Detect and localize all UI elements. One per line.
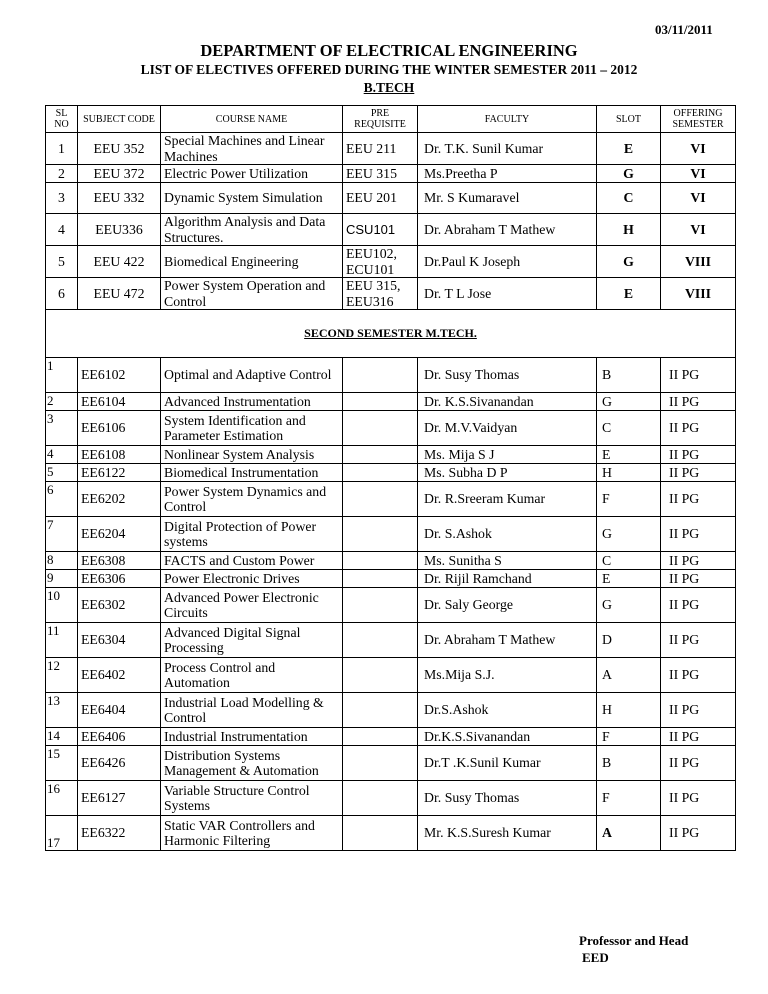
cell-code: EE6106 [78, 411, 161, 446]
cell-prereq [343, 482, 418, 517]
cell-slot: A [597, 658, 661, 693]
cell-prereq [343, 552, 418, 570]
table-row [46, 693, 736, 728]
cell-semester: VI [661, 214, 736, 246]
cell-prereq: EEU 201 [343, 183, 418, 214]
cell-code: EE6202 [78, 482, 161, 517]
cell-faculty: Dr. Susy Thomas [418, 781, 597, 816]
cell-sl: 7 [46, 517, 78, 552]
mtech-rows [46, 358, 736, 851]
cell-faculty: Dr. Abraham T Mathew [418, 214, 597, 246]
header-faculty: FACULTY [418, 106, 597, 133]
cell-semester: II PG [661, 411, 736, 446]
cell-prereq [343, 623, 418, 658]
cell-slot: C [597, 411, 661, 446]
cell-prereq: EEU 211 [343, 133, 418, 165]
cell-code: EEU 422 [78, 246, 161, 278]
cell-course: Biomedical Instrumentation [161, 464, 343, 482]
table-row [46, 482, 736, 517]
cell-sl: 1 [46, 133, 78, 165]
cell-code: EE6104 [78, 393, 161, 411]
cell-semester: VIII [661, 278, 736, 310]
header-sl: SL NO [46, 106, 78, 133]
cell-sl: 11 [46, 623, 78, 658]
cell-sl: 8 [46, 552, 78, 570]
cell-semester: II PG [661, 464, 736, 482]
cell-code: EE6308 [78, 552, 161, 570]
cell-faculty: Dr. Abraham T Mathew [418, 623, 597, 658]
header-course: COURSE NAME [161, 106, 343, 133]
cell-slot: C [597, 552, 661, 570]
cell-semester: VI [661, 133, 736, 165]
electives-table [45, 105, 736, 851]
table-row [46, 214, 736, 246]
cell-code: EEU336 [78, 214, 161, 246]
cell-slot: G [597, 517, 661, 552]
cell-course: Industrial Load Modelling & Control [161, 693, 343, 728]
cell-slot: H [597, 214, 661, 246]
cell-code: EE6406 [78, 728, 161, 746]
cell-faculty: Ms. Sunitha S [418, 552, 597, 570]
signature-dept: EED [582, 950, 609, 965]
table-row [46, 165, 736, 183]
btech-rows [46, 133, 736, 310]
table-row [46, 570, 736, 588]
header-semester: OFFERING SEMESTER [661, 106, 736, 133]
table-row [46, 746, 736, 781]
cell-prereq [343, 358, 418, 393]
cell-code: EEU 332 [78, 183, 161, 214]
cell-course: Electric Power Utilization [161, 165, 343, 183]
cell-sl: 5 [46, 246, 78, 278]
cell-sl: 12 [46, 658, 78, 693]
cell-course: Biomedical Engineering [161, 246, 343, 278]
cell-semester: II PG [661, 728, 736, 746]
cell-slot: G [597, 393, 661, 411]
cell-slot: D [597, 623, 661, 658]
cell-slot: B [597, 746, 661, 781]
cell-prereq [343, 393, 418, 411]
cell-code: EE6426 [78, 746, 161, 781]
cell-sl: 2 [46, 393, 78, 411]
table-row [46, 728, 736, 746]
table-row [46, 816, 736, 851]
cell-faculty: Ms.Mija S.J. [418, 658, 597, 693]
cell-code: EE6108 [78, 446, 161, 464]
cell-code: EE6302 [78, 588, 161, 623]
cell-prereq [343, 746, 418, 781]
department-title: DEPARTMENT OF ELECTRICAL ENGINEERING [200, 41, 578, 60]
cell-semester: VI [661, 165, 736, 183]
cell-faculty: Dr. Rijil Ramchand [418, 570, 597, 588]
cell-slot: E [597, 133, 661, 165]
cell-sl: 5 [46, 464, 78, 482]
cell-slot: B [597, 358, 661, 393]
cell-slot: E [597, 570, 661, 588]
table-row [46, 358, 736, 393]
cell-code: EE6306 [78, 570, 161, 588]
table-row [46, 133, 736, 165]
table-header-row [46, 106, 736, 133]
cell-prereq [343, 816, 418, 851]
cell-code: EE6404 [78, 693, 161, 728]
table-row [46, 658, 736, 693]
cell-faculty: Dr.S.Ashok [418, 693, 597, 728]
cell-semester: II PG [661, 746, 736, 781]
cell-slot: H [597, 693, 661, 728]
cell-course: Power System Dynamics and Control [161, 482, 343, 517]
cell-semester: II PG [661, 446, 736, 464]
table-row [46, 183, 736, 214]
cell-faculty: Dr. T L Jose [418, 278, 597, 310]
document-date: 03/11/2011 [655, 22, 713, 37]
cell-code: EE6402 [78, 658, 161, 693]
cell-course: Advanced Instrumentation [161, 393, 343, 411]
cell-code: EE6102 [78, 358, 161, 393]
cell-slot: F [597, 728, 661, 746]
document-subtitle: LIST OF ELECTIVES OFFERED DURING THE WINTER SEMESTER 2011 – 2012 [140, 62, 638, 77]
signature-title: Professor and Head [579, 933, 689, 948]
cell-slot: G [597, 588, 661, 623]
cell-course: Distribution Systems Management & Automation [161, 746, 343, 781]
cell-slot: H [597, 464, 661, 482]
header-prereq: PRE REQUISITE [343, 106, 418, 133]
cell-prereq [343, 781, 418, 816]
mtech-heading: SECOND SEMESTER M.TECH. [304, 325, 477, 340]
cell-prereq [343, 411, 418, 446]
cell-faculty: Ms. Mija S J [418, 446, 597, 464]
cell-sl: 13 [46, 693, 78, 728]
cell-faculty: Dr. Saly George [418, 588, 597, 623]
cell-prereq: EEU102, ECU101 [343, 246, 418, 278]
cell-sl: 1 [46, 358, 78, 393]
cell-slot: C [597, 183, 661, 214]
cell-sl: 14 [46, 728, 78, 746]
cell-prereq [343, 728, 418, 746]
cell-sl: 15 [46, 746, 78, 781]
cell-faculty: Dr. Susy Thomas [418, 358, 597, 393]
cell-faculty: Dr.T .K.Sunil Kumar [418, 746, 597, 781]
mtech-heading-row [46, 310, 736, 358]
cell-faculty: Dr.K.S.Sivanandan [418, 728, 597, 746]
cell-course: Variable Structure Control Systems [161, 781, 343, 816]
cell-sl: 3 [46, 183, 78, 214]
cell-sl: 3 [46, 411, 78, 446]
cell-semester: II PG [661, 816, 736, 851]
cell-prereq [343, 658, 418, 693]
table-row [46, 588, 736, 623]
cell-course: FACTS and Custom Power [161, 552, 343, 570]
cell-semester: II PG [661, 517, 736, 552]
cell-prereq [343, 464, 418, 482]
cell-code: EE6204 [78, 517, 161, 552]
cell-semester: II PG [661, 693, 736, 728]
cell-semester: II PG [661, 482, 736, 517]
cell-prereq [343, 517, 418, 552]
table-row [46, 278, 736, 310]
cell-sl: 4 [46, 446, 78, 464]
table-row [46, 464, 736, 482]
cell-semester: II PG [661, 623, 736, 658]
cell-slot: E [597, 278, 661, 310]
table-row [46, 623, 736, 658]
cell-sl: 17 [46, 816, 78, 851]
cell-semester: VI [661, 183, 736, 214]
cell-faculty: Mr. K.S.Suresh Kumar [418, 816, 597, 851]
cell-course: Digital Protection of Power systems [161, 517, 343, 552]
cell-course: Process Control and Automation [161, 658, 343, 693]
cell-prereq [343, 588, 418, 623]
cell-code: EE6127 [78, 781, 161, 816]
signature-block [579, 932, 688, 966]
cell-faculty: Dr.Paul K Joseph [418, 246, 597, 278]
cell-prereq: EEU 315 [343, 165, 418, 183]
cell-prereq [343, 693, 418, 728]
cell-faculty: Ms.Preetha P [418, 165, 597, 183]
cell-course: Static VAR Controllers and Harmonic Filtering [161, 816, 343, 851]
cell-code: EEU 352 [78, 133, 161, 165]
cell-semester: II PG [661, 588, 736, 623]
cell-faculty: Mr. S Kumaravel [418, 183, 597, 214]
table-row [46, 552, 736, 570]
cell-prereq [343, 570, 418, 588]
table-row [46, 411, 736, 446]
cell-faculty: Dr. K.S.Sivanandan [418, 393, 597, 411]
table-row [46, 517, 736, 552]
cell-semester: VIII [661, 246, 736, 278]
cell-course: Advanced Digital Signal Processing [161, 623, 343, 658]
cell-code: EEU 372 [78, 165, 161, 183]
cell-semester: II PG [661, 358, 736, 393]
cell-course: Power System Operation and Control [161, 278, 343, 310]
cell-course: Advanced Power Electronic Circuits [161, 588, 343, 623]
cell-slot: G [597, 246, 661, 278]
cell-course: Optimal and Adaptive Control [161, 358, 343, 393]
cell-semester: II PG [661, 570, 736, 588]
cell-slot: F [597, 781, 661, 816]
cell-faculty: Ms. Subha D P [418, 464, 597, 482]
cell-faculty: Dr. S.Ashok [418, 517, 597, 552]
cell-semester: II PG [661, 781, 736, 816]
cell-course: Nonlinear System Analysis [161, 446, 343, 464]
cell-course: Special Machines and Linear Machines [161, 133, 343, 165]
cell-faculty: Dr. R.Sreeram Kumar [418, 482, 597, 517]
cell-slot: A [597, 816, 661, 851]
cell-prereq: CSU101 [343, 214, 418, 246]
cell-course: Industrial Instrumentation [161, 728, 343, 746]
cell-semester: II PG [661, 552, 736, 570]
table-row [46, 781, 736, 816]
cell-prereq [343, 446, 418, 464]
cell-semester: II PG [661, 658, 736, 693]
program-heading: B.TECH [363, 80, 415, 95]
cell-faculty: Dr. M.V.Vaidyan [418, 411, 597, 446]
cell-course: System Identification and Parameter Estimation [161, 411, 343, 446]
cell-sl: 6 [46, 482, 78, 517]
table-row [46, 446, 736, 464]
cell-slot: E [597, 446, 661, 464]
table-row [46, 393, 736, 411]
cell-sl: 4 [46, 214, 78, 246]
cell-prereq: EEU 315, EEU316 [343, 278, 418, 310]
header-slot: SLOT [597, 106, 661, 133]
cell-sl: 6 [46, 278, 78, 310]
table-row [46, 246, 736, 278]
cell-code: EE6304 [78, 623, 161, 658]
cell-faculty: Dr. T.K. Sunil Kumar [418, 133, 597, 165]
header-code: SUBJECT CODE [78, 106, 161, 133]
cell-slot: G [597, 165, 661, 183]
cell-code: EE6122 [78, 464, 161, 482]
cell-semester: II PG [661, 393, 736, 411]
cell-code: EE6322 [78, 816, 161, 851]
cell-sl: 10 [46, 588, 78, 623]
cell-sl: 9 [46, 570, 78, 588]
cell-course: Algorithm Analysis and Data Structures. [161, 214, 343, 246]
cell-code: EEU 472 [78, 278, 161, 310]
cell-slot: F [597, 482, 661, 517]
cell-sl: 2 [46, 165, 78, 183]
cell-course: Power Electronic Drives [161, 570, 343, 588]
cell-sl: 16 [46, 781, 78, 816]
cell-course: Dynamic System Simulation [161, 183, 343, 214]
